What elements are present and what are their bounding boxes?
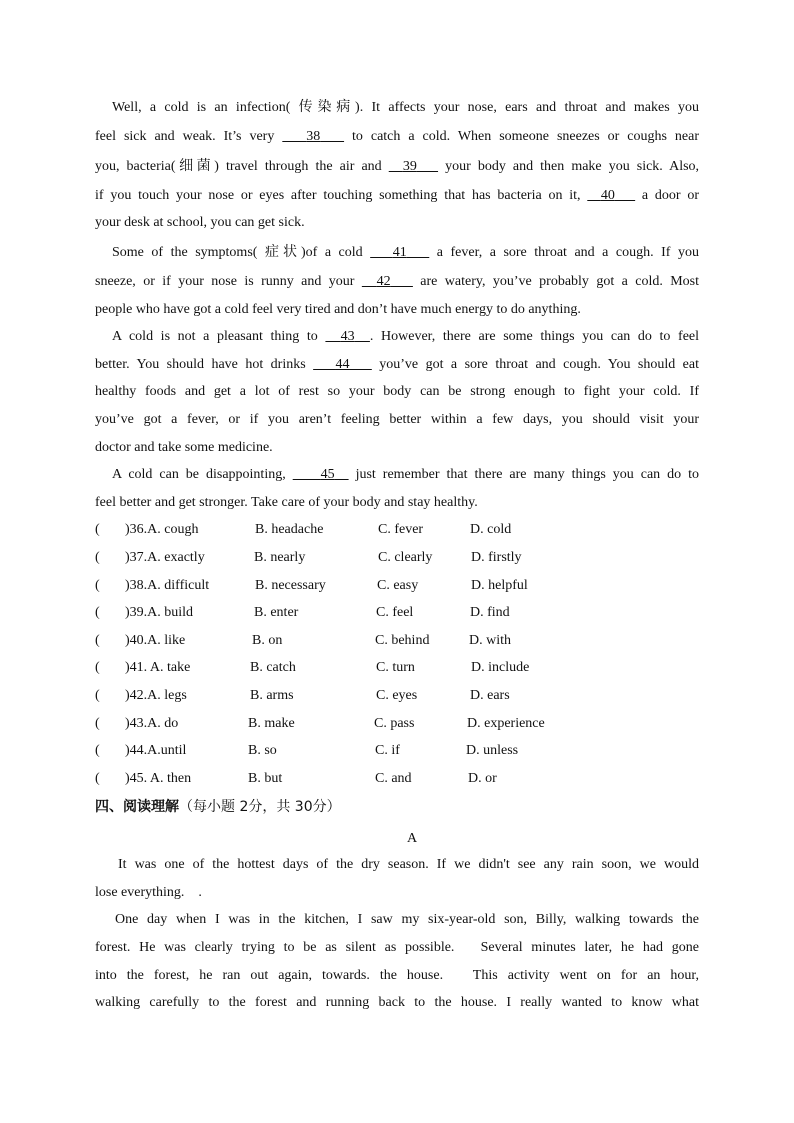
blank-38: 38 — [306, 129, 321, 144]
cloze-line-9: A cold is not a pleasant thing to 43 . However, there are some things you can do to feel — [112, 329, 700, 344]
cloze-line-1: Well, a cold is an infection( 传染病). It affects your nose, ears and throat and makes you — [112, 99, 699, 115]
blank-41: 41 — [392, 245, 407, 260]
cloze-line-11: healthy foods and get a lot of rest so your body can be strong enough to fight your cold. If — [95, 384, 699, 399]
cloze-line-8: people who have got a cold feel very tired and don’t have much energy to do anything. — [95, 302, 581, 317]
cloze-line-5: your desk at school, you can get sick. — [95, 215, 305, 230]
cloze-line-7: sneeze, or if your nose is runny and your 42 are watery, you’ve probably got a cold. Most — [95, 274, 700, 289]
passage-line-1: It was one of the hottest days of the dry season. If we didn't see any rain soon, we would — [118, 857, 699, 872]
cloze-line-15: feel better and get stronger. Take care of your body and stay healthy. — [95, 495, 478, 510]
section-title: 四、阅读理解（每小题 2分，共 30分） — [95, 799, 341, 815]
cloze-line-2: feel sick and weak. It’s very 38 to catch a cold. When someone sneezes or coughs near — [95, 129, 699, 144]
cloze-line-3: you, bacteria(细菌) travel through the air and 39 your body and then make you sick. Also, — [95, 158, 700, 174]
passage-line-3: One day when I was in the kitchen, I saw my six-year-old son, Billy, walking towards the — [115, 912, 699, 927]
section-note: （每小题 2分，共 30分） — [179, 799, 341, 815]
cloze-line-4: if you touch your nose or eyes after touching something that has bacteria on it, 40 a door or — [95, 188, 700, 203]
passage-line-4: forest. He was clearly trying to be as silent as possible. Several minutes later, he had gone — [95, 940, 699, 955]
passage-line-5: into the forest, he ran out again, towards. the house. This activity went on for an hour, — [95, 968, 699, 983]
document-page: Well, a cold is an infection( 传染病). It affects your nose, ears and throat and makes you feel sick and weak. It’s very 38 to catch a cold. When someone sneezes or coughs near you, bacteria(细菌) travel through the air and 39 your body and then make you sick. Also, if you touch your nose or eyes after touching something that has bacteria on it, 40 a door or your desk at school, you can get sick. Some of the symptoms( 症状)of a cold 41 a fever, a sore throat and a cough. If you sneeze, or if your nose is runny and your 42 are watery, you’ve probably got a cold. Most people who have got a cold feel very tired and don’t have much energy to do anything. A cold is not a pleasant thing to 43 . However, there are some things you can do to feel better. You should have hot drinks 44 you’ve got a sore throat and cough. You should eat healthy foods and get a lot of rest so your body can be strong enough to fight your cold. If you’ve got a fever, or if you aren’t feeling better within a few days, you should visit your doctor and take some medicine. A cold can be disappointing, 45 just remember that there are many things you can do to feel better and get stronger. Take care of your body and stay healthy. ( )36.A. cough B. headache C. fever D. cold ( )37.A. exactly B. nearly C. clearly D. firstly ( )38.A. difficult B. necessary C. easy D. helpful ( )39.A. build B. enter C. feel D. find ( )40.A. like B. on C. behind D. with ( )41. A. take B. catch C. turn D. include ( )42.A. legs B. arms C. eyes D. ears ( )43.A. do B. make C. pass D. experience ( )44.A.until B. so C. if D. unless ( )45. A. then B. but C. and D. or 四、阅读理解（每小题 2分，共 30分） A It was one of the hottest days of the dry season. If we didn't see any rain soon, we would lose everything. . One day when I was in the kitchen, I saw my six-year-old son, Billy, walking towards the forest. He was clearly trying to be as silent as possible. Several minutes later, he had gone into the forest, he ran out again, towards. the house. This activity went on for an hour, walking carefully to the forest and running back to the house. I really wanted to know what — [0, 0, 794, 1123]
blank-43: 43 — [340, 329, 355, 344]
cloze-line-14: A cold can be disappointing, 45 just remember that there are many things you can do to — [112, 467, 700, 482]
cloze-line-10: better. You should have hot drinks 44 you’ve got a sore throat and cough. You should eat — [95, 357, 700, 372]
blank-40: 40 — [600, 188, 615, 203]
blank-42: 42 — [376, 274, 391, 289]
passage-line-6: walking carefully to the forest and running back to the house. I really wanted to know what — [95, 995, 699, 1010]
passage-line-2: lose everything. . — [95, 885, 202, 900]
cloze-line-13: doctor and take some medicine. — [95, 440, 273, 455]
blank-45: 45 — [320, 467, 335, 482]
cloze-line-12: you’ve got a fever, or if you aren’t feeling better within a few days, you should visit your — [95, 412, 699, 427]
blank-44: 44 — [335, 357, 350, 372]
blank-39: 39 — [402, 159, 417, 174]
passage-label: A — [407, 831, 418, 846]
cloze-line-6: Some of the symptoms( 症状)of a cold 41 a fever, a sore throat and a cough. If you — [112, 244, 699, 260]
